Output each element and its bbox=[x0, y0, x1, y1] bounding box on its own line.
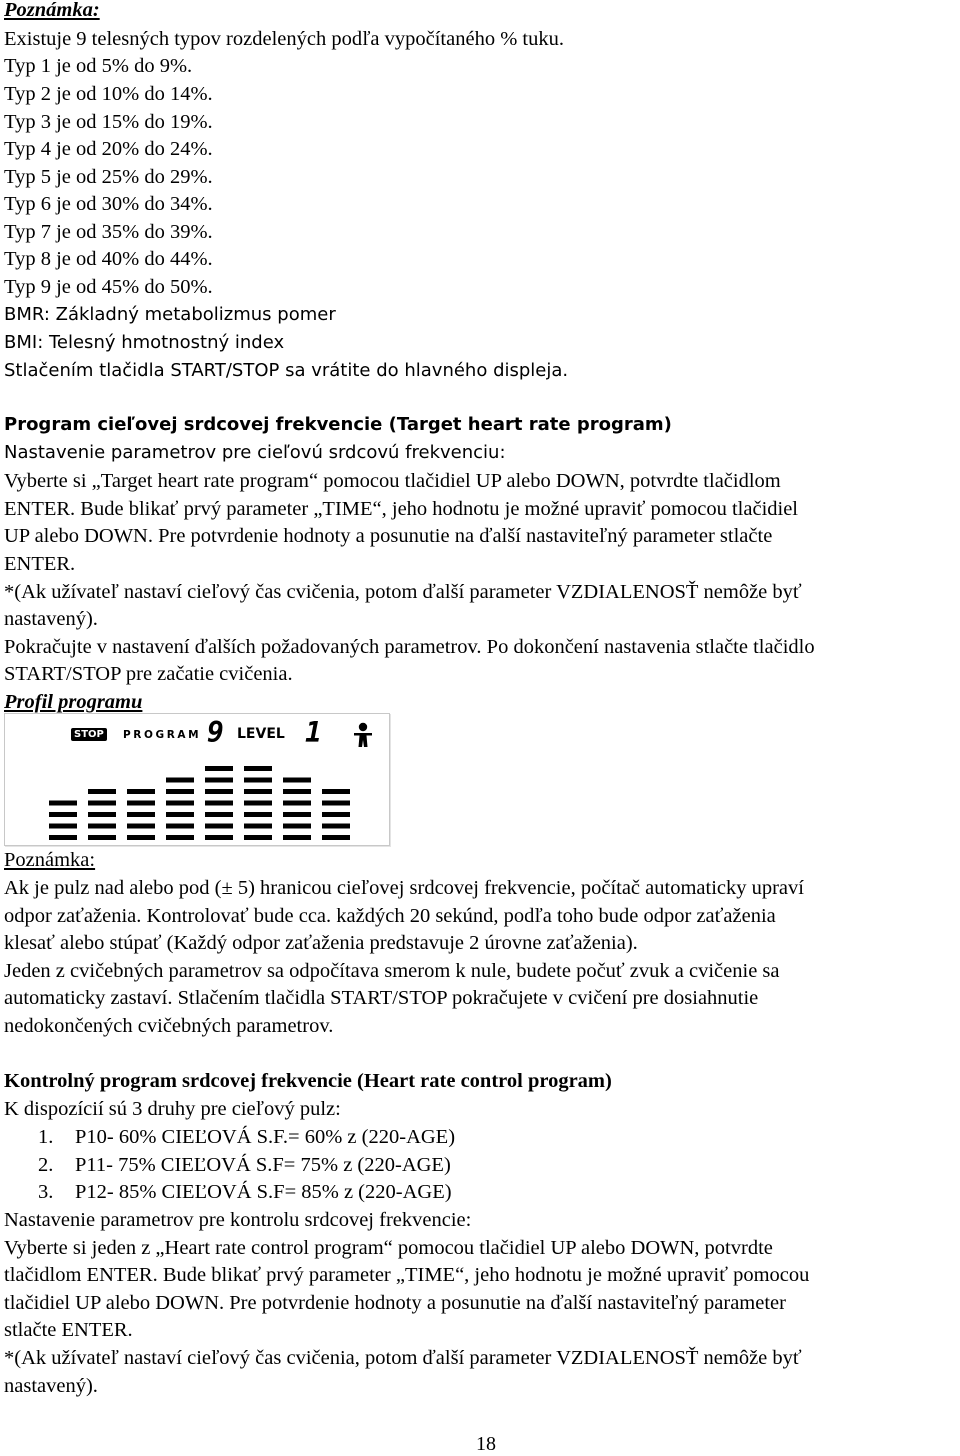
profile-segment bbox=[205, 778, 233, 783]
profile-segment bbox=[205, 824, 233, 829]
note-line: Typ 9 je od 45% do 50%. bbox=[4, 276, 213, 298]
section-heading: Program cieľovej srdcovej frekvencie (Target heart rate program) bbox=[4, 414, 672, 435]
profile-segment bbox=[205, 766, 233, 771]
paragraph-line: nastavený). bbox=[4, 608, 98, 630]
stop-indicator: STOP bbox=[71, 728, 107, 741]
paragraph-line: nastavený). bbox=[4, 1375, 98, 1397]
profile-segment bbox=[127, 801, 155, 806]
note-line: Typ 6 je od 30% do 34%. bbox=[4, 193, 213, 215]
section-heading: Kontrolný program srdcovej frekvencie (Heart rate control program) bbox=[4, 1070, 612, 1092]
note-line: Typ 2 je od 10% do 14%. bbox=[4, 83, 213, 105]
profile-segment bbox=[88, 824, 116, 829]
note-line: Typ 4 je od 20% do 24%. bbox=[4, 138, 213, 160]
note-line: Typ 7 je od 35% do 39%. bbox=[4, 221, 213, 243]
profile-segment bbox=[88, 812, 116, 817]
profile-bars bbox=[5, 714, 389, 845]
profile-segment bbox=[166, 812, 194, 817]
note-line: Typ 1 je od 5% do 9%. bbox=[4, 55, 193, 77]
paragraph-line: tlačidiel UP alebo DOWN. Pre potvrdenie hodnoty a posunutie na ďalší nastaviteľný parameter bbox=[4, 1292, 786, 1314]
paragraph-line: START/STOP pre začatie cvičenia. bbox=[4, 663, 293, 685]
profile-segment bbox=[88, 801, 116, 806]
profile-segment bbox=[244, 778, 272, 783]
list-number: 2. bbox=[38, 1154, 54, 1176]
paragraph-line: K dispozícií sú 3 druhy pre cieľový pulz: bbox=[4, 1098, 341, 1120]
note-line: automaticky zastaví. Stlačením tlačidla START/STOP pokračujete v cvičení pre dosiahnutie bbox=[4, 987, 759, 1009]
profile-segment bbox=[166, 778, 194, 783]
list-number: 3. bbox=[38, 1181, 54, 1203]
profile-segment bbox=[127, 835, 155, 840]
profile-segment bbox=[244, 766, 272, 771]
paragraph-line: ENTER. bbox=[4, 553, 76, 575]
note-line: Typ 5 je od 25% do 29%. bbox=[4, 166, 213, 188]
paragraph-line: tlačidlom ENTER. Bude blikať prvý parameter „TIME“, jeho hodnotu je možné upraviť pomocou bbox=[4, 1264, 810, 1286]
profile-segment bbox=[322, 812, 350, 817]
paragraph-line: Vyberte si jeden z „Heart rate control program“ pomocou tlačidiel UP alebo DOWN, potvrdte bbox=[4, 1237, 773, 1259]
profile-segment bbox=[244, 801, 272, 806]
profile-segment bbox=[244, 824, 272, 829]
page-number: 18 bbox=[476, 1433, 496, 1455]
note-heading: Poznámka: bbox=[4, 849, 96, 871]
profile-segment bbox=[244, 812, 272, 817]
note-line: odpor zaťaženia. Kontrolovať bude cca. každých 20 sekúnd, podľa toho bude odpor zaťaženia bbox=[4, 905, 776, 927]
profile-segment bbox=[205, 789, 233, 794]
note-line: nedokončených cvičebných parametrov. bbox=[4, 1015, 334, 1037]
profile-segment bbox=[244, 789, 272, 794]
note-line: BMI: Telesný hmotnostný index bbox=[4, 332, 285, 353]
profile-segment bbox=[49, 801, 77, 806]
profile-segment bbox=[283, 801, 311, 806]
profile-segment bbox=[283, 812, 311, 817]
paragraph-line: *(Ak užívateľ nastaví cieľový čas cvičenia, potom ďalší parameter VZDIALENOSŤ nemôže byť bbox=[4, 581, 802, 603]
list-item: P10- 60% CIEĽOVÁ S.F.= 60% z (220-AGE) bbox=[75, 1126, 456, 1148]
level-number: 1 bbox=[305, 716, 322, 749]
profile-segment bbox=[322, 789, 350, 794]
note-line: Typ 8 je od 40% do 44%. bbox=[4, 248, 213, 270]
note-line: Stlačením tlačidla START/STOP sa vrátite do hlavného displeja. bbox=[4, 360, 569, 381]
paragraph-line: Pokračujte v nastavení ďalších požadovaných parametrov. Po dokončení nastavenia stlačte tlačidlo bbox=[4, 636, 815, 658]
note-line: BMR: Základný metabolizmus pomer bbox=[4, 304, 336, 325]
profile-segment bbox=[166, 789, 194, 794]
paragraph-line: ENTER. Bude blikať prvý parameter „TIME“, jeho hodnotu je možné upraviť pomocou tlačidiel bbox=[4, 498, 799, 520]
profile-segment bbox=[127, 824, 155, 829]
list-item: P11- 75% CIEĽOVÁ S.F= 75% z (220-AGE) bbox=[75, 1154, 451, 1176]
profile-segment bbox=[283, 789, 311, 794]
profile-segment bbox=[244, 835, 272, 840]
section-subheading: Nastavenie parametrov pre cieľovú srdcovú frekvenciu: bbox=[4, 442, 506, 463]
profile-segment bbox=[49, 835, 77, 840]
paragraph-line: UP alebo DOWN. Pre potvrdenie hodnoty a posunutie na ďalší nastaviteľný parameter stlačte bbox=[4, 525, 773, 547]
note-line: Jeden z cvičebných parametrov sa odpočítava smerom k nule, budete počuť zvuk a cvičenie sa bbox=[4, 960, 780, 982]
profile-segment bbox=[283, 778, 311, 783]
profile-segment bbox=[205, 812, 233, 817]
level-label: LEVEL bbox=[237, 726, 285, 742]
section-subheading: Nastavenie parametrov pre kontrolu srdcovej frekvencie: bbox=[4, 1209, 472, 1231]
paragraph-line: *(Ak užívateľ nastaví cieľový čas cvičenia, potom ďalší parameter VZDIALENOSŤ nemôže byť bbox=[4, 1347, 802, 1369]
program-label: PROGRAM bbox=[123, 729, 202, 741]
profile-segment bbox=[127, 812, 155, 817]
profile-segment bbox=[322, 835, 350, 840]
profile-segment bbox=[88, 835, 116, 840]
paragraph-line: stlačte ENTER. bbox=[4, 1319, 133, 1341]
profile-segment bbox=[205, 801, 233, 806]
profile-segment bbox=[283, 835, 311, 840]
note-line: Typ 3 je od 15% do 19%. bbox=[4, 111, 213, 133]
profile-segment bbox=[127, 789, 155, 794]
program-number: 9 bbox=[207, 716, 224, 749]
list-item: P12- 85% CIEĽOVÁ S.F= 85% z (220-AGE) bbox=[75, 1181, 452, 1203]
profile-segment bbox=[322, 824, 350, 829]
profile-segment bbox=[166, 835, 194, 840]
program-profile-display bbox=[4, 713, 390, 846]
profile-segment bbox=[283, 824, 311, 829]
list-number: 1. bbox=[38, 1126, 54, 1148]
profile-segment bbox=[49, 824, 77, 829]
note-line: Ak je pulz nad alebo pod (± 5) hranicou cieľovej srdcovej frekvencie, počítač automaticky upraví bbox=[4, 877, 804, 899]
paragraph-line: Vyberte si „Target heart rate program“ pomocou tlačidiel UP alebo DOWN, potvrdte tlačidlom bbox=[4, 470, 781, 492]
profile-segment bbox=[49, 812, 77, 817]
profile-segment bbox=[166, 801, 194, 806]
note-line: klesať alebo stúpať (Každý odpor zaťaženia predstavuje 2 úrovne zaťaženia). bbox=[4, 932, 638, 954]
profile-heading: Profil programu bbox=[4, 691, 143, 713]
profile-segment bbox=[205, 835, 233, 840]
profile-segment bbox=[322, 801, 350, 806]
profile-segment bbox=[166, 824, 194, 829]
profile-segment bbox=[88, 789, 116, 794]
note-line: Existuje 9 telesných typov rozdelených podľa vypočítaného % tuku. bbox=[4, 28, 564, 50]
note-heading: Poznámka: bbox=[4, 0, 100, 21]
